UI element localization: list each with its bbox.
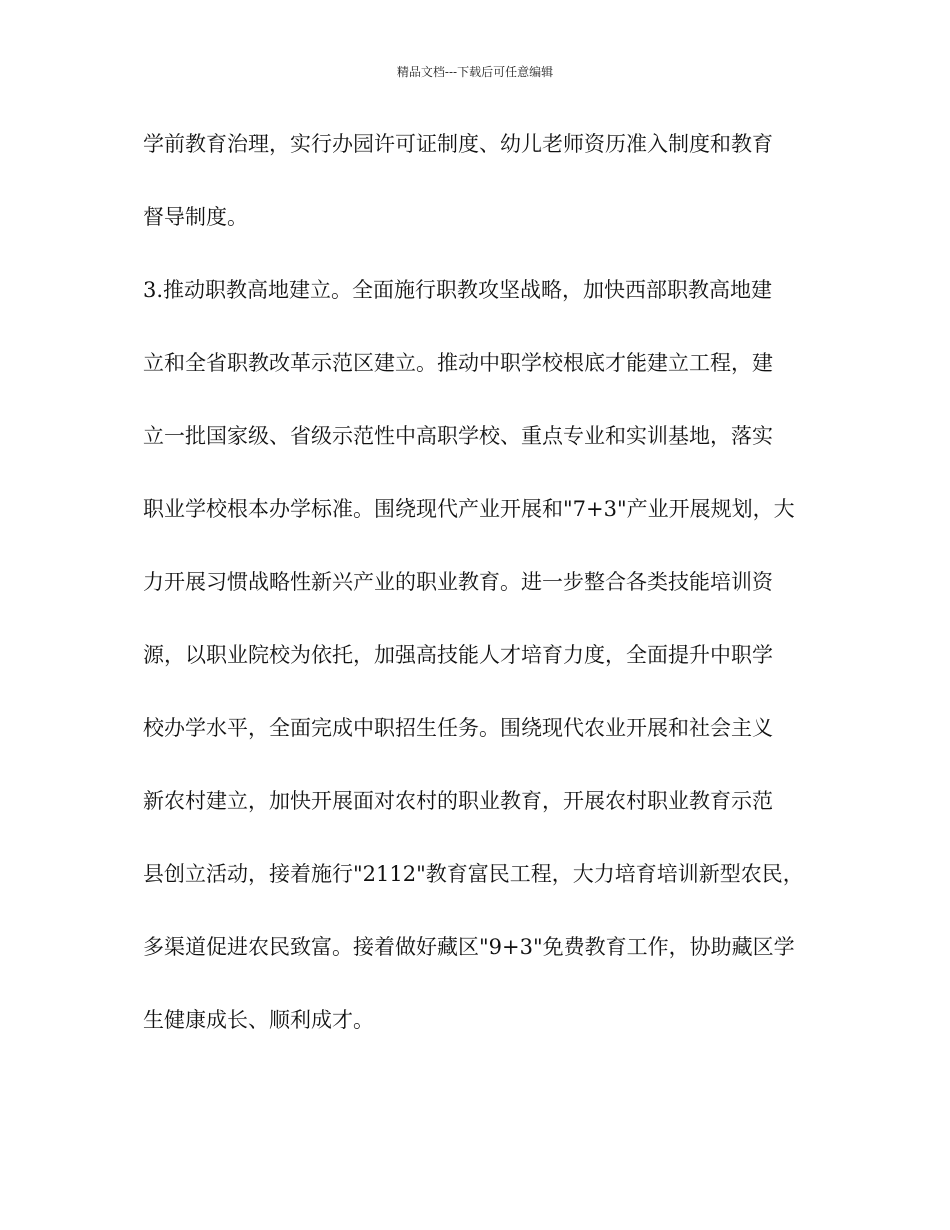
body-line: 督导制度。 — [143, 205, 248, 229]
body-line: 立一批国家级、省级示范性中高职学校、重点专业和实训基地，落实 — [143, 424, 773, 448]
body-line: 学前教育治理，实行办园许可证制度、幼儿老师资历准入制度和教育 — [143, 132, 773, 156]
page-header: 精品文档---下载后可任意编辑 — [396, 65, 554, 79]
body-line: 3.推动职教高地建立。全面施行职教攻坚战略，加快西部职教高地建 — [143, 278, 773, 302]
body-line: 县创立活动，接着施行"2112"教育富民工程，大力培育培训新型农民， — [143, 862, 804, 886]
body-text — [143, 118, 823, 1067]
body-line: 多渠道促进农民致富。接着做好藏区"9+3"免费教育工作，协助藏区学 — [143, 935, 795, 959]
body-line: 源，以职业院校为依托，加强高技能人才培育力度，全面提升中职学 — [143, 643, 773, 667]
body-line: 立和全省职教改革示范区建立。推动中职学校根底才能建立工程，建 — [143, 351, 773, 375]
body-line: 职业学校根本办学标准。围绕现代产业开展和"7+3"产业开展规划，大 — [143, 497, 795, 521]
body-line: 生健康成长、顺利成才。 — [143, 1008, 374, 1032]
body-line: 校办学水平，全面完成中职招生任务。围绕现代农业开展和社会主义 — [143, 716, 773, 740]
body-line: 力开展习惯战略性新兴产业的职业教育。进一步整合各类技能培训资 — [143, 570, 773, 594]
body-line: 新农村建立，加快开展面对农村的职业教育，开展农村职业教育示范 — [143, 789, 773, 813]
